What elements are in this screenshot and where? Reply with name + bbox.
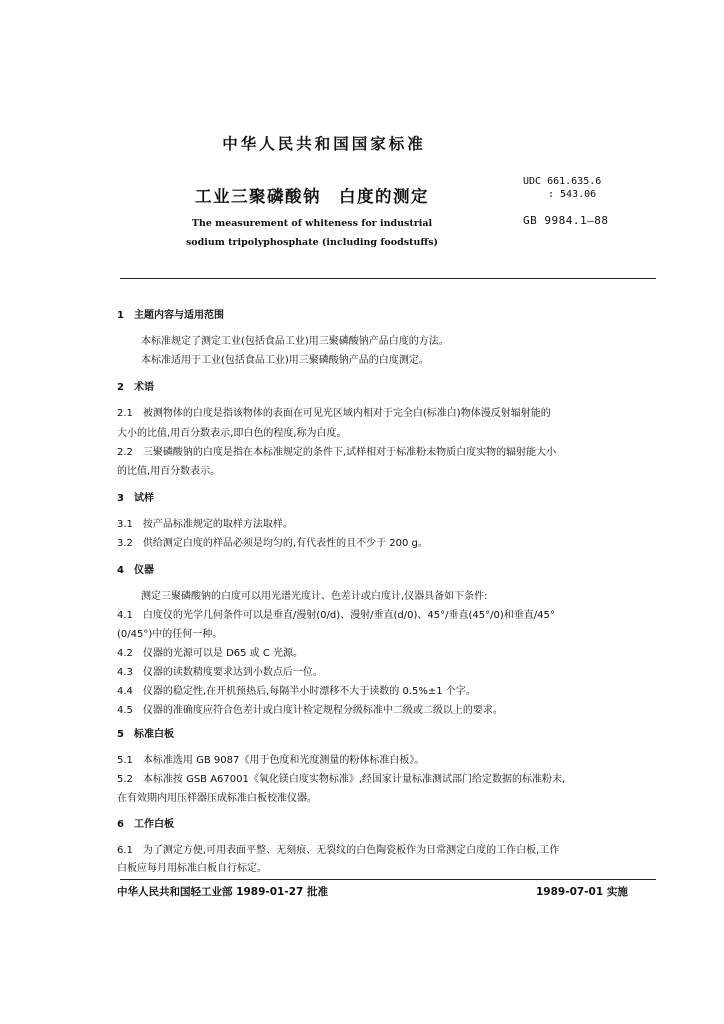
clause-4-3: 4.3 仪器的读数精度要求达到小数点后一位。 xyxy=(117,667,323,678)
clause-6-1-line-2: 白板应每月用标准白板自行标定。 xyxy=(117,863,267,874)
section-5-heading: 5 标准白板 xyxy=(117,729,174,740)
approval-statement: 中华人民共和国轻工业部 1989-01-27 批准 xyxy=(117,886,328,898)
clause-5-2-line-1: 5.2 本标准按 GSB A67001《氧化镁白度实物标准》,经国家计量标准测试部门给定数据的标准粉末, xyxy=(117,774,566,785)
section-4-heading: 4 仪器 xyxy=(117,565,154,576)
clause-3-2: 3.2 供给测定白度的样品必须是均匀的,有代表性的且不少于 200 g。 xyxy=(117,538,428,549)
section-6-heading: 6 工作白板 xyxy=(117,819,174,830)
effective-date: 1989-07-01 实施 xyxy=(536,886,628,898)
clause-4-1-line-2: (0/45°)中的任何一种。 xyxy=(117,629,223,640)
gb-standard-number: GB 9984.1—88 xyxy=(523,214,609,227)
clause-3-1: 3.1 按产品标准规定的取样方法取样。 xyxy=(117,519,293,530)
footer-divider xyxy=(120,879,656,880)
clause-4-1-line-1: 4.1 白度仪的光学几何条件可以是垂直/漫射(0/d)、漫射/垂直(d/0)、45°/垂直(45°/0)和垂直/45° xyxy=(117,610,555,621)
udc-code-line-1: UDC 661.635.6 xyxy=(523,176,602,187)
clause-5-2-line-2: 在有效期内用压样器压成标准白板校准仪器。 xyxy=(117,793,317,804)
clause-5-1: 5.1 本标准选用 GB 9087《用于色度和光度测量的粉体标准白板》。 xyxy=(117,755,425,766)
udc-code-line-2: : 543.06 xyxy=(548,189,597,200)
section-3-heading: 3 试样 xyxy=(117,493,154,504)
section-1-paragraph-1: 本标准规定了测定工业(包括食品工业)用三聚磷酸钠产品白度的方法。 xyxy=(141,336,449,347)
section-2-heading: 2 术语 xyxy=(117,382,154,393)
national-standard-heading: 中华人民共和国国家标准 xyxy=(222,135,426,153)
clause-2-2-line-2: 的比值,用百分数表示。 xyxy=(117,466,221,477)
clause-4-4: 4.4 仪器的稳定性,在开机预热后,每隔半小时漂移不大于读数的 0.5%±1 个字。 xyxy=(117,686,476,697)
clause-2-2-line-1: 2.2 三聚磷酸钠的白度是指在本标准规定的条件下,试样相对于标准粉末物质白度实物的辐射能大小 xyxy=(117,447,557,458)
clause-4-2: 4.2 仪器的光源可以是 D65 或 C 光源。 xyxy=(117,648,304,659)
clause-2-1-line-2: 大小的比值,用百分数表示,即白色的程度,称为白度。 xyxy=(117,428,347,439)
document-title-english-line-1: The measurement of whiteness for industrial xyxy=(191,218,433,229)
section-4-intro: 测定三聚磷酸钠的白度可以用光谱光度计、色差计或白度计,仪器具备如下条件: xyxy=(141,591,488,602)
clause-4-5: 4.5 仪器的准确度应符合色差计或白度计检定规程分级标准中二级或二级以上的要求。 xyxy=(117,705,503,716)
document-title-english-line-2: sodium tripolyphosphate (including foodstuffs) xyxy=(185,237,439,248)
clause-6-1-line-1: 6.1 为了测定方便,可用表面平整、无刻痕、无裂纹的白色陶瓷板作为日常测定白度的工作白板,工作 xyxy=(117,845,560,856)
section-1-heading: 1 主题内容与适用范围 xyxy=(117,310,224,321)
header-divider xyxy=(120,278,656,279)
section-1-paragraph-2: 本标准适用于工业(包括食品工业)用三聚磷酸钠产品的白度测定。 xyxy=(141,355,429,366)
clause-2-1-line-1: 2.1 被测物体的白度是指该物体的表面在可见光区域内相对于完全白(标准白)物体漫反射辐射能的 xyxy=(117,408,551,419)
document-title-chinese: 工业三聚磷酸钠 白度的测定 xyxy=(195,187,429,206)
